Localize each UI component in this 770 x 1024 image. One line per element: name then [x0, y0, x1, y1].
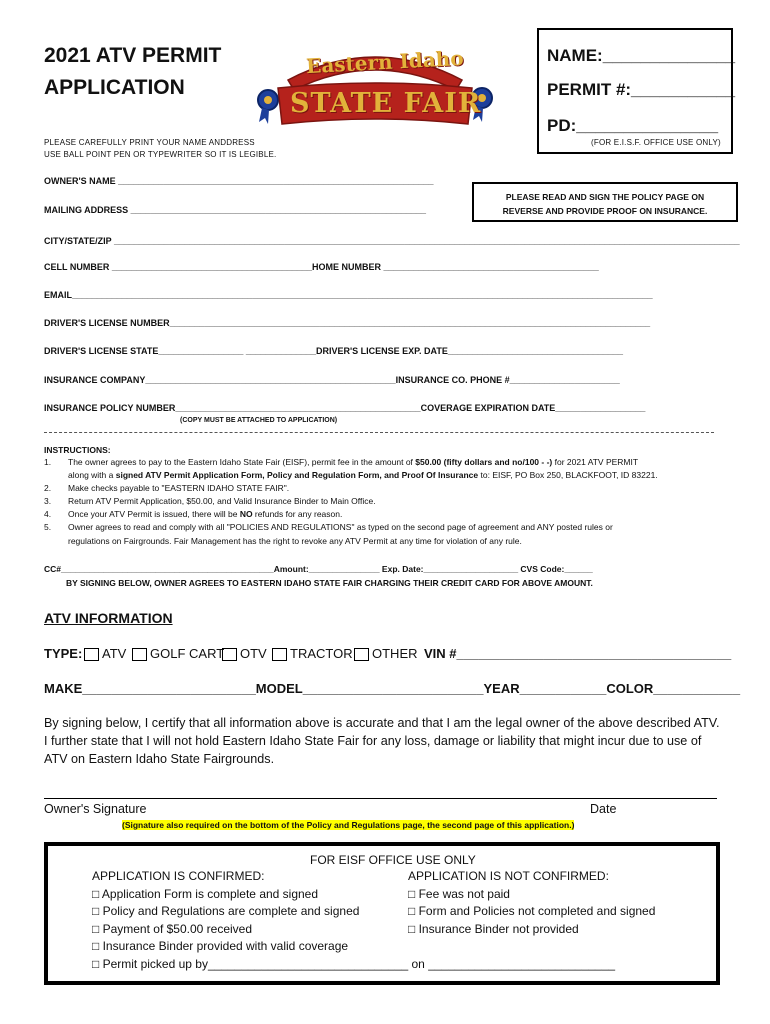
type-atv[interactable] — [80, 646, 126, 661]
office-use-heading: FOR EISF OFFICE USE ONLY — [310, 853, 476, 867]
instruction-5-cont: regulations on Fairgrounds. Fair Management has the right to revoke any ATV Permit at any time for violation of any rule. — [68, 536, 522, 546]
insurance-policy-field[interactable]: INSURANCE POLICY NUMBER_________________________________________________COVERAGE EXPIRATION DATE__________________ — [44, 403, 646, 413]
make-model-year-color-field[interactable]: MAKE________________________MODEL_________________________YEAR____________COLOR____________ — [44, 681, 741, 696]
otv-checkbox[interactable] — [222, 648, 237, 661]
credit-card-consent: BY SIGNING BELOW, OWNER AGREES TO EASTERN IDAHO STATE FAIR CHARGING THEIR CREDIT CARD FOR ABOVE AMOUNT. — [66, 578, 593, 588]
signature-line[interactable] — [44, 798, 717, 799]
type-tractor[interactable] — [268, 646, 353, 661]
owner-name-field[interactable]: OWNER'S NAME _______________________________________________________________ — [44, 176, 434, 186]
confirmed-item[interactable]: □ Application Form is complete and signed — [92, 886, 319, 901]
type-other[interactable] — [350, 646, 418, 661]
office-use-note: (FOR E.I.S.F. OFFICE USE ONLY) — [591, 138, 721, 147]
city-state-zip-field[interactable]: CITY/STATE/ZIP _____________________________________________________________________________________________________________________________ — [44, 236, 740, 246]
policy-notice-box — [472, 182, 738, 222]
instruction-5: 5. Owner agrees to read and comply with all "POLICIES AND REGULATIONS" as typed on the second page of agreement and ANY posted rules or — [44, 522, 613, 532]
tractor-checkbox[interactable] — [272, 648, 287, 661]
signature-note: (Signature also required on the bottom of the Policy and Regulations page, the second page of this application.) — [122, 820, 575, 830]
date-label: Date — [590, 802, 617, 816]
ribbon-left-icon — [258, 90, 278, 124]
instruction-1-cont: along with a signed ATV Permit Application Form, Policy and Regulation Form, and Proof Of Insurance to: EISF, PO Box 250, BLACKFOOT, ID 83221. — [68, 470, 658, 480]
pd-field[interactable]: PD:_______________ — [547, 116, 719, 135]
not-confirmed-heading: APPLICATION IS NOT CONFIRMED: — [408, 869, 609, 883]
logo-bottom-text: STATE FAIR — [290, 88, 482, 119]
page-title — [44, 40, 221, 104]
type-label: TYPE: — [44, 646, 83, 661]
credit-card-field[interactable]: CC#_____________________________________________Amount:_______________ Exp. Date:____________________ CVS Code:______ — [44, 564, 593, 574]
owner-signature-label: Owner's Signature — [44, 802, 147, 816]
golf-cart-label: GOLF CART — [150, 646, 225, 661]
not-confirmed-item[interactable]: □ Fee was not paid — [408, 886, 510, 901]
print-note-2: USE BALL POINT PEN OR TYPEWRITER SO IT IS LEGIBLE. — [44, 150, 277, 159]
dashed-divider — [44, 432, 714, 433]
instructions-heading: INSTRUCTIONS: — [44, 445, 111, 455]
license-state-exp-field[interactable]: DRIVER'S LICENSE STATE_________________ ______________DRIVER'S LICENSE EXP. DATE___________________________________ — [44, 346, 624, 356]
not-confirmed-item[interactable]: □ Form and Policies not completed and signed — [408, 904, 656, 918]
not-confirmed-item[interactable]: □ Insurance Binder not provided — [408, 921, 579, 936]
office-name-field[interactable]: NAME:______________ — [547, 46, 736, 65]
confirmed-item[interactable]: □ Insurance Binder provided with valid coverage — [92, 939, 349, 953]
not-confirmed-column — [408, 868, 655, 938]
tractor-label: TRACTOR — [290, 646, 353, 661]
instruction-3: 3. Return ATV Permit Application, $50.00, and Valid Insurance Binder to Main Office. — [44, 496, 376, 506]
other-checkbox[interactable] — [354, 648, 369, 661]
insurance-company-field[interactable]: INSURANCE COMPANY__________________________________________________INSURANCE CO. PHONE #______________________ — [44, 375, 620, 385]
eastern-idaho-state-fair-logo — [250, 38, 500, 128]
title-line-2: APPLICATION — [44, 76, 185, 99]
print-note-1: PLEASE CAREFULLY PRINT YOUR NAME ANDDRESS — [44, 138, 255, 147]
office-id-box — [537, 28, 736, 154]
type-otv[interactable] — [218, 646, 267, 661]
instruction-1: 1. The owner agrees to pay to the Eastern Idaho State Fair (EISF), permit fee in the amount of $50.00 (fifty dollars and no/100 - -) for 2021 ATV PERMIT — [44, 457, 639, 467]
instruction-2: 2. Make checks payable to "EASTERN IDAHO STATE FAIR". — [44, 483, 290, 493]
atv-checkbox[interactable] — [84, 648, 99, 661]
confirmed-item[interactable]: □ Payment of $50.00 received — [92, 921, 253, 936]
certification-text: By signing below, I certify that all information above is accurate and that I am the legal owner of the above described ATV. I further state that I will not hold Eastern Idaho State Fair for any loss, damage or liability that might incur due to use of ATV on Eastern Idaho State Fairgrounds. — [44, 716, 720, 766]
otv-label: OTV — [240, 646, 267, 661]
cell-home-number-field[interactable]: CELL NUMBER ________________________________________HOME NUMBER ___________________________________________ — [44, 262, 599, 272]
atv-label: ATV — [102, 646, 127, 661]
type-golf-cart[interactable] — [128, 646, 224, 661]
copy-note: (COPY MUST BE ATTACHED TO APPLICATION) — [180, 417, 338, 424]
email-field[interactable]: EMAIL____________________________________________________________________________________________________________________ — [44, 290, 653, 300]
policy-notice-line-2: REVERSE AND PROVIDE PROOF ON INSURANCE. — [502, 206, 708, 216]
atv-info-heading: ATV INFORMATION — [44, 610, 173, 626]
logo-top-text: Eastern Idaho — [305, 45, 465, 79]
policy-notice-line-1: PLEASE READ AND SIGN THE POLICY PAGE ON — [505, 192, 705, 202]
vin-field[interactable]: VIN #______________________________________ — [424, 646, 732, 661]
mailing-address-field[interactable]: MAILING ADDRESS ___________________________________________________________ — [44, 205, 426, 215]
confirmed-item[interactable]: □ Policy and Regulations are complete and signed — [92, 904, 360, 918]
confirmed-item[interactable]: □ Permit picked up by______________________________ on ____________________________ — [92, 956, 616, 971]
office-use-box — [44, 842, 720, 985]
title-line-1: 2021 ATV PERMIT — [44, 44, 222, 67]
drivers-license-field[interactable]: DRIVER'S LICENSE NUMBER________________________________________________________________________________________________ — [44, 318, 651, 328]
golf-cart-checkbox[interactable] — [132, 648, 147, 661]
other-label: OTHER — [372, 646, 418, 661]
confirmed-heading: APPLICATION IS CONFIRMED: — [92, 869, 265, 883]
permit-number-field[interactable]: PERMIT #:___________ — [547, 80, 736, 99]
instruction-4: 4. Once your ATV Permit is issued, there will be NO refunds for any reason. — [44, 509, 343, 519]
